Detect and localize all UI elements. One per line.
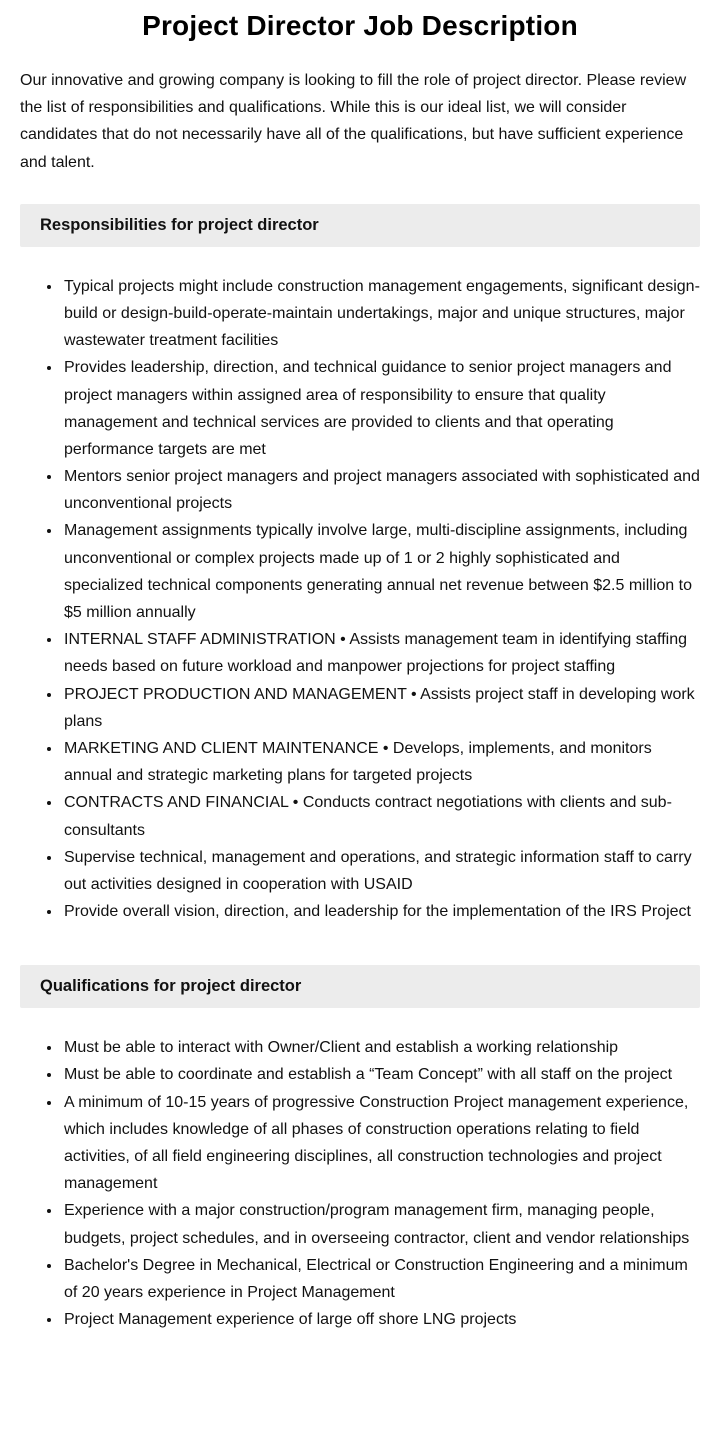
qualifications-heading: Qualifications for project director [20, 965, 700, 1008]
responsibility-item: • Mentors senior project managers and project managers associated with sophisticated and unconventional projects [62, 463, 700, 517]
responsibility-item: • Provide overall vision, direction, and leadership for the implementation of the IRS Project [62, 898, 700, 925]
qualification-item: • Must be able to coordinate and establish a “Team Concept” with all staff on the project [62, 1061, 700, 1088]
responsibility-item: • MARKETING AND CLIENT MAINTENANCE • Develops, implements, and monitors annual and strategic marketing plans for targeted projects [62, 735, 700, 789]
qualification-item: • Bachelor's Degree in Mechanical, Electrical or Construction Engineering and a minimum of 20 years experience in Project Management [62, 1252, 700, 1306]
qualification-item: • Project Management experience of large off shore LNG projects [62, 1306, 700, 1333]
responsibilities-list [20, 273, 700, 926]
qualification-item: • A minimum of 10-15 years of progressive Construction Project management experience, which includes knowledge of all phases of construction operations relating to field activities, of all field engineering disciplines, all construction technologies and project management [62, 1089, 700, 1198]
responsibility-item: • Provides leadership, direction, and technical guidance to senior project managers and project managers within assigned area of responsibility to ensure that quality management and technical services are provided to clients and that operating performance targets are met [62, 354, 700, 463]
responsibilities-section [20, 204, 700, 926]
responsibility-item: • INTERNAL STAFF ADMINISTRATION • Assists management team in identifying staffing needs based on future workload and manpower projections for project staffing [62, 626, 700, 680]
responsibility-item: • CONTRACTS AND FINANCIAL • Conducts contract negotiations with clients and sub-consultants [62, 789, 700, 843]
responsibility-item: • Typical projects might include construction management engagements, significant design-build or design-build-operate-maintain undertakings, major and unique structures, major wastewater treatment facilities [62, 273, 700, 355]
qualifications-list [20, 1034, 700, 1333]
qualification-item: • Must be able to interact with Owner/Client and establish a working relationship [62, 1034, 700, 1061]
responsibility-item: • PROJECT PRODUCTION AND MANAGEMENT • Assists project staff in developing work plans [62, 681, 700, 735]
qualification-item: • Experience with a major construction/program management firm, managing people, budgets, project schedules, and in overseeing contractor, client and vendor relationships [62, 1197, 700, 1251]
qualifications-section [20, 965, 700, 1333]
page-title: Project Director Job Description [142, 10, 578, 41]
responsibilities-heading: Responsibilities for project director [20, 204, 700, 247]
intro-paragraph: Our innovative and growing company is looking to fill the role of project director. Please review the list of responsibilities and qualifications. While this is our ideal list, we will consider candidates that do not necessarily have all of the qualifications, but have sufficient experience and talent. [20, 72, 687, 171]
responsibility-item: • Supervise technical, management and operations, and strategic information staff to carry out activities designed in cooperation with USAID [62, 844, 700, 898]
responsibility-item: • Management assignments typically involve large, multi-discipline assignments, including unconventional or complex projects made up of 1 or 2 highly sophisticated and specialized technical components generating annual net revenue between $2.5 million to $5 million annually [62, 517, 700, 626]
